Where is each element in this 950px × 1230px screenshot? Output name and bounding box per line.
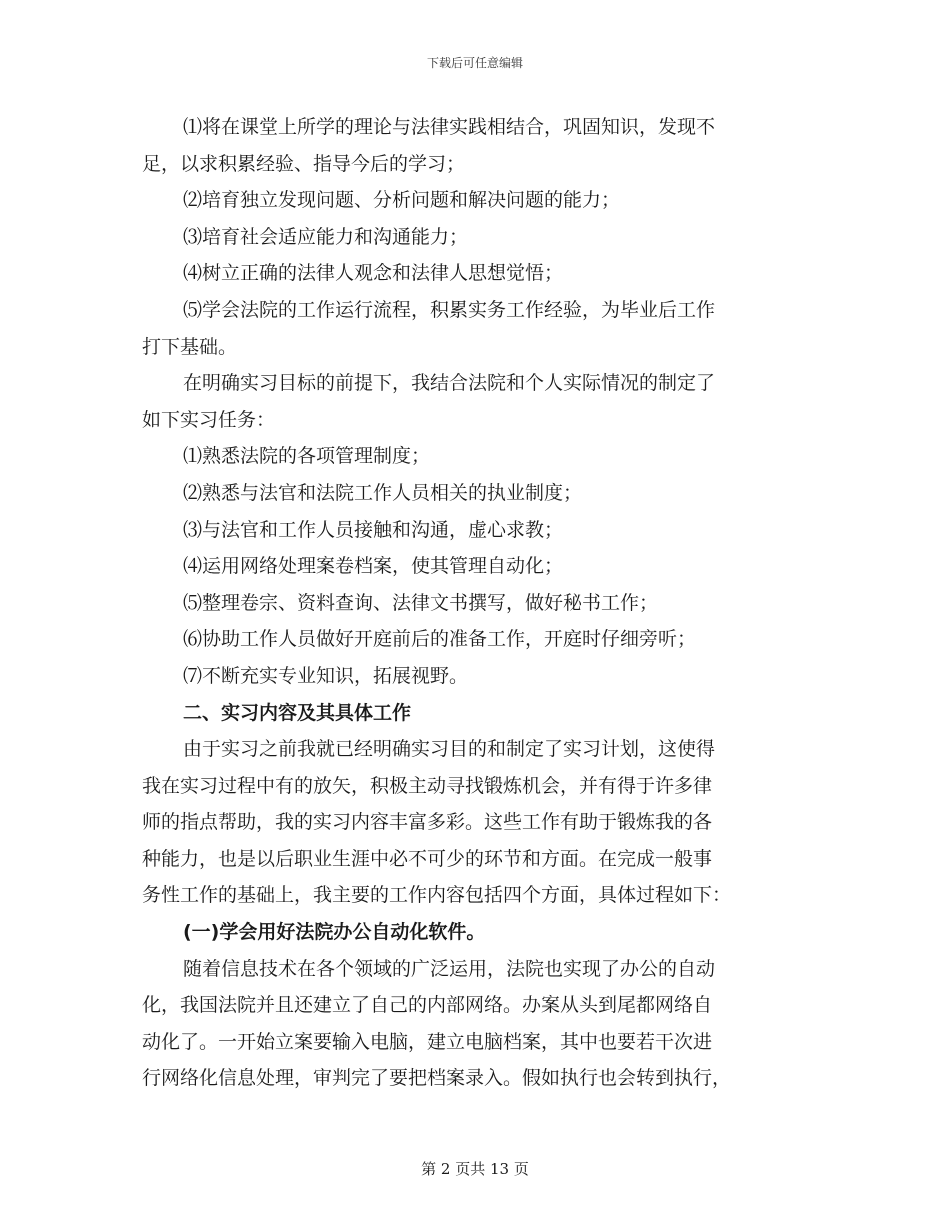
page-footer: 第 2 页共 13 页 (421, 1160, 529, 1178)
text-line: ⑶培育社会适应能力和沟通能力； (183, 225, 469, 248)
text-line: 在明确实习目标的前提下，我结合法院和个人实际情况的制定了 (183, 372, 716, 395)
text-line: 足，以求积累经验、指导今后的学习； (142, 152, 466, 175)
text-line: ⑴熟悉法院的各项管理制度； (183, 445, 431, 468)
page-header: 下载后可任意编辑 (426, 56, 523, 70)
text-line: ⑷运用网络处理案卷档案，使其管理自动化； (183, 555, 564, 578)
text-line: 行网络化信息处理，审判完了要把档案录入。假如执行也会转到执行， (142, 1067, 732, 1090)
text-line: 务性工作的基础上，我主要的工作内容包括四个方面，具体过程如下： (142, 884, 732, 907)
section-heading: (一)学会用好法院办公自动化软件。 (183, 921, 486, 944)
text-line: ⑴将在课堂上所学的理论与法律实践相结合，巩固知识，发现不 (183, 116, 716, 138)
text-line: 如下实习任务： (142, 408, 276, 431)
section-heading: 二、实习内容及其具体工作 (183, 701, 412, 724)
text-line: 师的指点帮助，我的实习内容丰富多彩。这些工作有助于锻炼我的各 (142, 811, 713, 834)
text-line: ⑹协助工作人员做好开庭前后的准备工作，开庭时仔细旁听； (183, 628, 697, 651)
text-line: ⑸整理卷宗、资料查询、法律文书撰写，做好秘书工作； (183, 591, 659, 614)
document-body (142, 109, 802, 1097)
text-line: ⑸学会法院的工作运行流程，积累实务工作经验，为毕业后工作 (183, 298, 716, 321)
text-line: ⑺不断充实专业知识，拓展视野。 (183, 664, 469, 687)
text-line: ⑷树立正确的法律人观念和法律人思想觉悟； (183, 262, 564, 285)
text-line: 化，我国法院并且还建立了自己的内部网络。办案从头到尾都网络自 (142, 994, 713, 1017)
text-line: ⑶与法官和工作人员接触和沟通，虚心求教； (183, 518, 564, 541)
text-line: 动化了。一开始立案要输入电脑，建立电脑档案，其中也要若干次进 (142, 1030, 713, 1053)
text-line: 打下基础。 (142, 335, 238, 358)
text-line: 种能力，也是以后职业生涯中必不可少的环节和方面。在完成一般事 (142, 847, 713, 870)
text-line: 由于实习之前我就已经明确实习目的和制定了实习计划，这使得 (183, 738, 716, 761)
text-line: ⑵培育独立发现问题、分析问题和解决问题的能力； (183, 189, 621, 212)
text-line: 随着信息技术在各个领域的广泛运用，法院也实现了办公的自动 (183, 957, 716, 980)
text-line: ⑵熟悉与法官和法院工作人员相关的执业制度； (183, 481, 583, 504)
text-line: 我在实习过程中有的放矢，积极主动寻找锻炼机会，并有得于许多律 (142, 774, 713, 797)
